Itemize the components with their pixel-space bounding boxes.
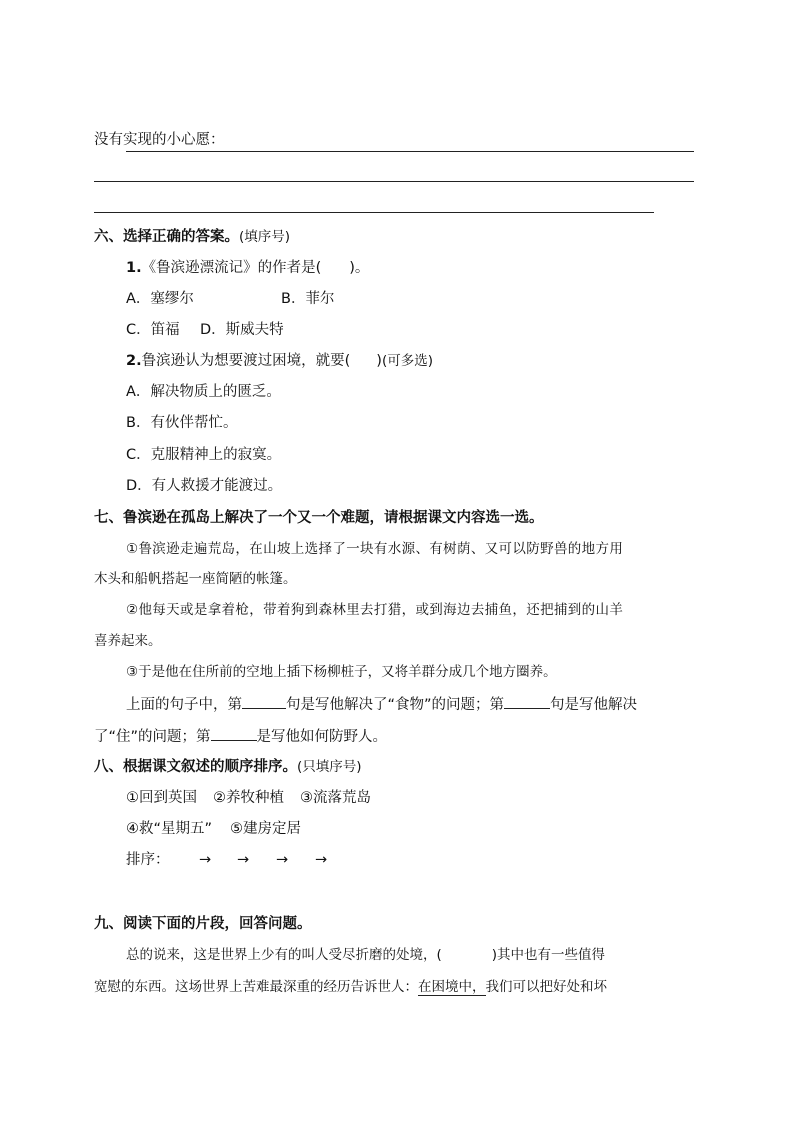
answer-line-2[interactable] bbox=[94, 181, 694, 182]
q2-option-c: C．克服精神上的寂寞。 bbox=[126, 447, 282, 463]
section7-sentence1-line2: 木头和船帆搭起一座简陋的帐篷。 bbox=[94, 571, 297, 587]
passage2-text-a: 宽慰的东西。这场世界上苦难最深重的经历告诉世人： bbox=[94, 979, 418, 995]
event-item: ④救“星期五” bbox=[126, 821, 213, 837]
order-arrow-4: → bbox=[315, 852, 328, 868]
q1-stem bbox=[126, 258, 369, 278]
event-item: ①回到英国 bbox=[126, 790, 197, 806]
event-item: ⑤建房定居 bbox=[230, 821, 302, 837]
fill1-text-c: 句是写他解决 bbox=[550, 697, 638, 713]
section6-heading bbox=[94, 227, 290, 247]
section7-sentence2-line2: 喜养起来。 bbox=[94, 633, 162, 649]
q2-note: (可多选) bbox=[381, 353, 433, 369]
answer-line-1[interactable] bbox=[126, 151, 694, 152]
q1-number: 1. bbox=[126, 260, 142, 276]
section6-note: (填序号) bbox=[239, 229, 291, 245]
event-item: ③流落荒岛 bbox=[300, 790, 371, 806]
order-label: 排序： bbox=[126, 852, 170, 868]
fill1-text-b: 句是写他解决了“食物”的问题；第 bbox=[286, 697, 505, 713]
section7-sentence3: ③于是他在住所前的空地上插下杨柳桩子，又将羊群分成几个地方圈养。 bbox=[126, 664, 557, 680]
section7-fill-line1 bbox=[126, 694, 637, 715]
passage2-text-c: 我们可以把好处和坏 bbox=[485, 979, 607, 995]
q2-option-b: B．有伙伴帮忙。 bbox=[126, 415, 238, 431]
passage1-text-a: 总的说来，这是世界上少有的叫人受尽折磨的处境，( bbox=[126, 947, 442, 963]
fill2-text-b: 是写他如何防野人。 bbox=[256, 729, 388, 745]
section8-heading bbox=[94, 757, 362, 777]
section9-heading: 九、阅读下面的片段，回答问题。 bbox=[94, 916, 312, 932]
q2-option-d: D．有人救援才能渡过。 bbox=[126, 478, 283, 494]
section8-note: (只填序号) bbox=[297, 759, 362, 775]
section6-title: 六、选择正确的答案。 bbox=[94, 229, 239, 245]
q2-option-a: A．解决物质上的匮乏。 bbox=[126, 384, 281, 400]
fill1-text-a: 上面的句子中，第 bbox=[126, 697, 242, 713]
order-arrow-3: → bbox=[276, 852, 289, 868]
order-arrow-1: → bbox=[199, 852, 212, 868]
fill-blank-defense[interactable] bbox=[211, 726, 257, 741]
q1-option-d: D．斯威夫特 bbox=[200, 322, 284, 338]
q1-option-b: B．菲尔 bbox=[281, 291, 335, 307]
section7-sentence2-line1: ②他每天或是拿着枪，带着狗到森林里去打猎，或到海边去捕鱼，还把捕到的山羊 bbox=[126, 602, 624, 618]
section8-items-line2 bbox=[126, 819, 301, 839]
section9-passage-line1 bbox=[126, 945, 605, 965]
q1-option-a: A．塞缪尔 bbox=[126, 291, 194, 307]
q2-number: 2. bbox=[126, 353, 142, 369]
event-item: ②养牧种植 bbox=[213, 790, 284, 806]
passage1-text-b: )其中也有一些值得 bbox=[491, 947, 606, 963]
passage2-underlined: 在困境中， bbox=[418, 979, 486, 995]
section9-passage-line2 bbox=[94, 977, 607, 997]
q1-option-c: C．笛福 bbox=[126, 322, 180, 338]
q1-text-before: 《鲁滨逊漂流记》的作者是( bbox=[141, 260, 322, 276]
q1-text-after: )。 bbox=[349, 260, 370, 276]
wish-label: 没有实现的小心愿： bbox=[94, 132, 225, 148]
fill2-text-a: 了“住”的问题；第 bbox=[94, 729, 211, 745]
section7-fill-line2 bbox=[94, 726, 387, 747]
section8-items-line1 bbox=[126, 788, 371, 808]
answer-line-3[interactable] bbox=[94, 212, 654, 213]
section7-sentence1-line1: ①鲁滨逊走遍荒岛，在山坡上选择了一块有水源、有树荫、又可以防野兽的地方用 bbox=[126, 541, 624, 557]
fill-blank-food[interactable] bbox=[242, 694, 286, 709]
fill-blank-shelter[interactable] bbox=[504, 694, 550, 709]
section8-title: 八、根据课文叙述的顺序排序。 bbox=[94, 759, 297, 775]
q2-stem bbox=[126, 351, 433, 371]
order-arrow-2: → bbox=[237, 852, 250, 868]
q2-text-after: ) bbox=[376, 353, 382, 369]
q2-text-before: 鲁滨逊认为想要渡过困境，就要( bbox=[141, 353, 351, 369]
section7-heading: 七、鲁滨逊在孤岛上解决了一个又一个难题，请根据课文内容选一选。 bbox=[94, 510, 544, 526]
section8-order-line bbox=[126, 850, 170, 870]
